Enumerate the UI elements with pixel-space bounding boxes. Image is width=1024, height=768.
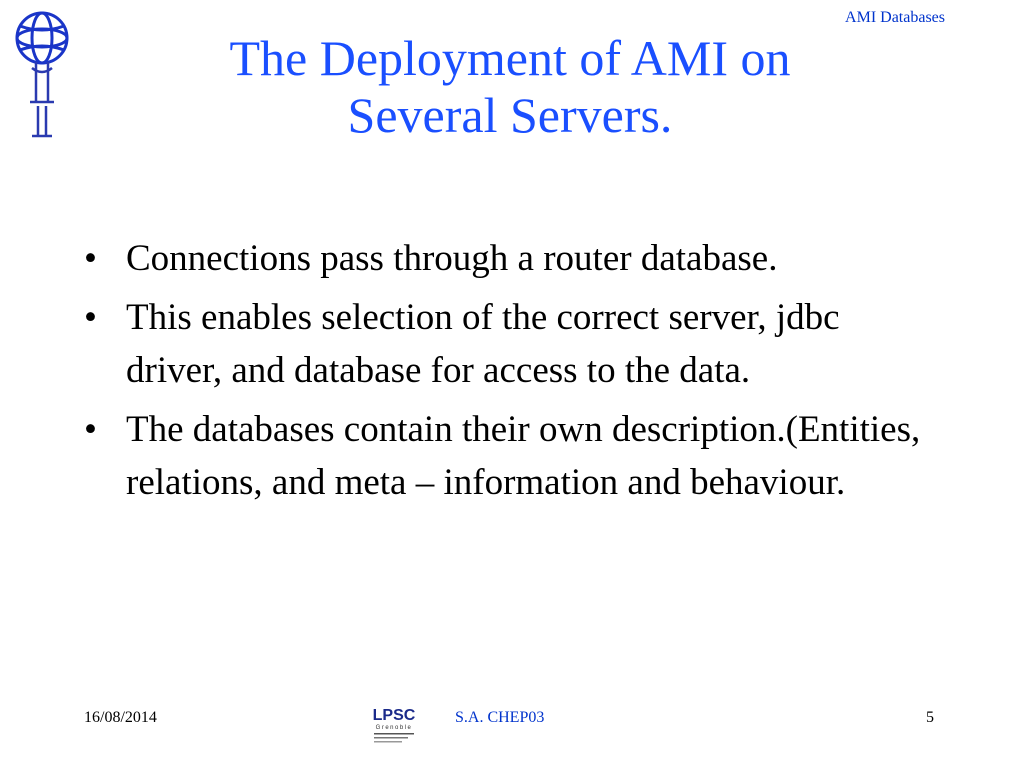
- lpsc-logo-subtext: Grenoble: [375, 725, 413, 731]
- lpsc-logo-text: LPSC: [372, 707, 416, 724]
- lpsc-logo: [366, 702, 422, 744]
- footer-date: 16/08/2014: [84, 709, 157, 726]
- bullet-text: This enables selection of the correct server, jdbc driver, and database for access to the data.: [126, 297, 840, 391]
- bullet-text: The databases contain their own description.(Entities, relations, and meta – information and behaviour.: [126, 409, 921, 503]
- bullet-item: [84, 403, 944, 509]
- bullet-item: [84, 232, 944, 285]
- slide-title-line-2: Several Servers.: [347, 87, 673, 143]
- bullet-icon: •: [84, 297, 97, 338]
- bullet-text: Connections pass through a router database.: [126, 238, 778, 279]
- header-label: AMI Databases: [845, 9, 945, 26]
- footer-author: S.A. CHEP03: [455, 709, 545, 726]
- bullet-list: [84, 232, 944, 515]
- bullet-icon: •: [84, 409, 97, 450]
- bullet-item: [84, 291, 944, 397]
- bullet-icon: •: [84, 238, 97, 279]
- atlas-globe-logo: [14, 6, 72, 138]
- slide-title: [110, 30, 910, 144]
- page-number: 5: [926, 709, 934, 726]
- slide-title-line-1: The Deployment of AMI on: [229, 30, 791, 86]
